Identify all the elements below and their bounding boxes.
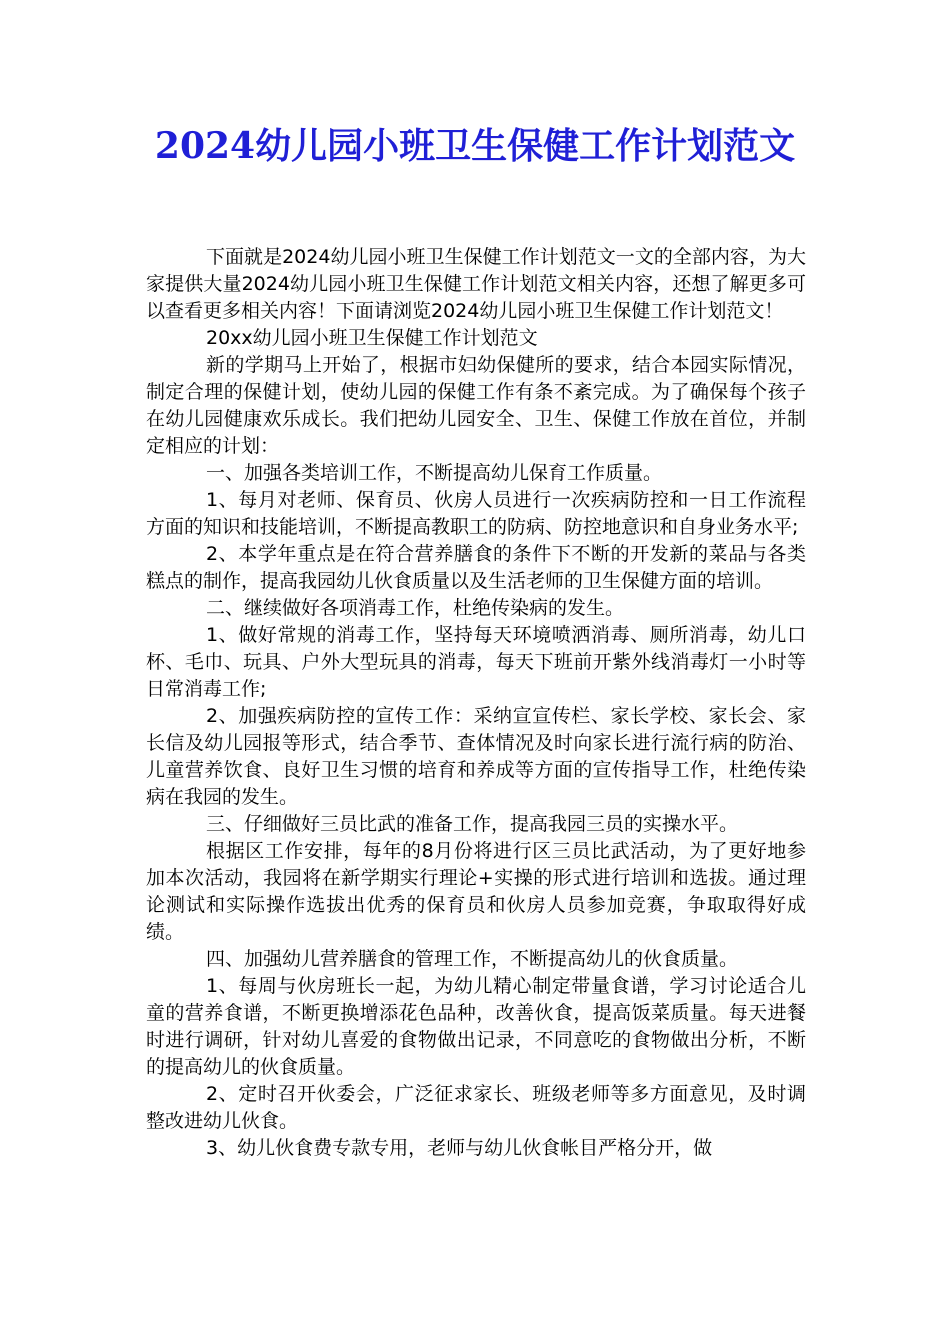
document-body [146,244,806,1162]
paragraph-preface: 新的学期马上开始了，根据市妇幼保健所的要求，结合本园实际情况，制定合理的保健计划，使幼儿园的保健工作有条不紊完成。为了确保每个孩子在幼儿园健康欢乐成长。我们把幼儿园安全、卫生、保健工作放在首位，并制定相应的计划： [146,354,806,457]
paragraph-item: 1、每周与伙房班长一起，为幼儿精心制定带量食谱，学习讨论适合儿童的营养食谱，不断更换增添花色品种，改善伙食，提高饭菜质量。每天进餐时进行调研，针对幼儿喜爱的食物做出记录，不同意吃的食物做出分析，不断的提高幼儿的伙食质量。 [146,975,806,1078]
paragraph-subtitle: 20xx幼儿园小班卫生保健工作计划范文 [206,327,538,349]
paragraph-item: 1、做好常规的消毒工作，坚持每天环境喷洒消毒、厕所消毒，幼儿口杯、毛巾、玩具、户外大型玩具的消毒，每天下班前开紫外线消毒灯一小时等日常消毒工作; [146,624,806,700]
paragraph-item: 2、定时召开伙委会，广泛征求家长、班级老师等多方面意见，及时调整改进幼儿伙食。 [146,1083,806,1132]
document-title: 2024幼儿园小班卫生保健工作计划范文 [154,125,796,167]
paragraph-item: 2、加强疾病防控的宣传工作：采纳宣宣传栏、家长学校、家长会、家长信及幼儿园报等形式，结合季节、查体情况及时向家长进行流行病的防治、儿童营养饮食、良好卫生习惯的培育和养成等方面的宣传指导工作，杜绝传染病在我园的发生。 [146,705,806,808]
paragraph-item: 根据区工作安排，每年的8月份将进行区三员比武活动，为了更好地参加本次活动，我园将在新学期实行理论+实操的形式进行培训和选拔。通过理论测试和实际操作选拔出优秀的保育员和伙房人员参加竞赛，争取取得好成绩。 [146,840,806,943]
paragraph-item: 3、幼儿伙食费专款专用，老师与幼儿伙食帐目严格分开，做 [206,1137,713,1159]
paragraph-section-2: 二、继续做好各项消毒工作，杜绝传染病的发生。 [206,597,625,619]
paragraph-section-3: 三、仔细做好三员比武的准备工作，提高我园三员的实操水平。 [206,813,739,835]
paragraph-section-4: 四、加强幼儿营养膳食的管理工作，不断提高幼儿的伙食质量。 [206,948,739,970]
paragraph-item: 1、每月对老师、保育员、伙房人员进行一次疾病防控和一日工作流程方面的知识和技能培训，不断提高教职工的防病、防控地意识和自身业务水平; [146,489,806,538]
paragraph-item: 2、本学年重点是在符合营养膳食的条件下不断的开发新的菜品与各类糕点的制作，提高我园幼儿伙食质量以及生活老师的卫生保健方面的培训。 [146,543,806,592]
paragraph-section-1: 一、加强各类培训工作，不断提高幼儿保育工作质量。 [206,462,663,484]
paragraph-intro: 下面就是2024幼儿园小班卫生保健工作计划范文一文的全部内容，为大家提供大量2024幼儿园小班卫生保健工作计划范文相关内容，还想了解更多可以查看更多相关内容！下面请浏览2024幼儿园小班卫生保健工作计划范文！ [146,246,806,322]
